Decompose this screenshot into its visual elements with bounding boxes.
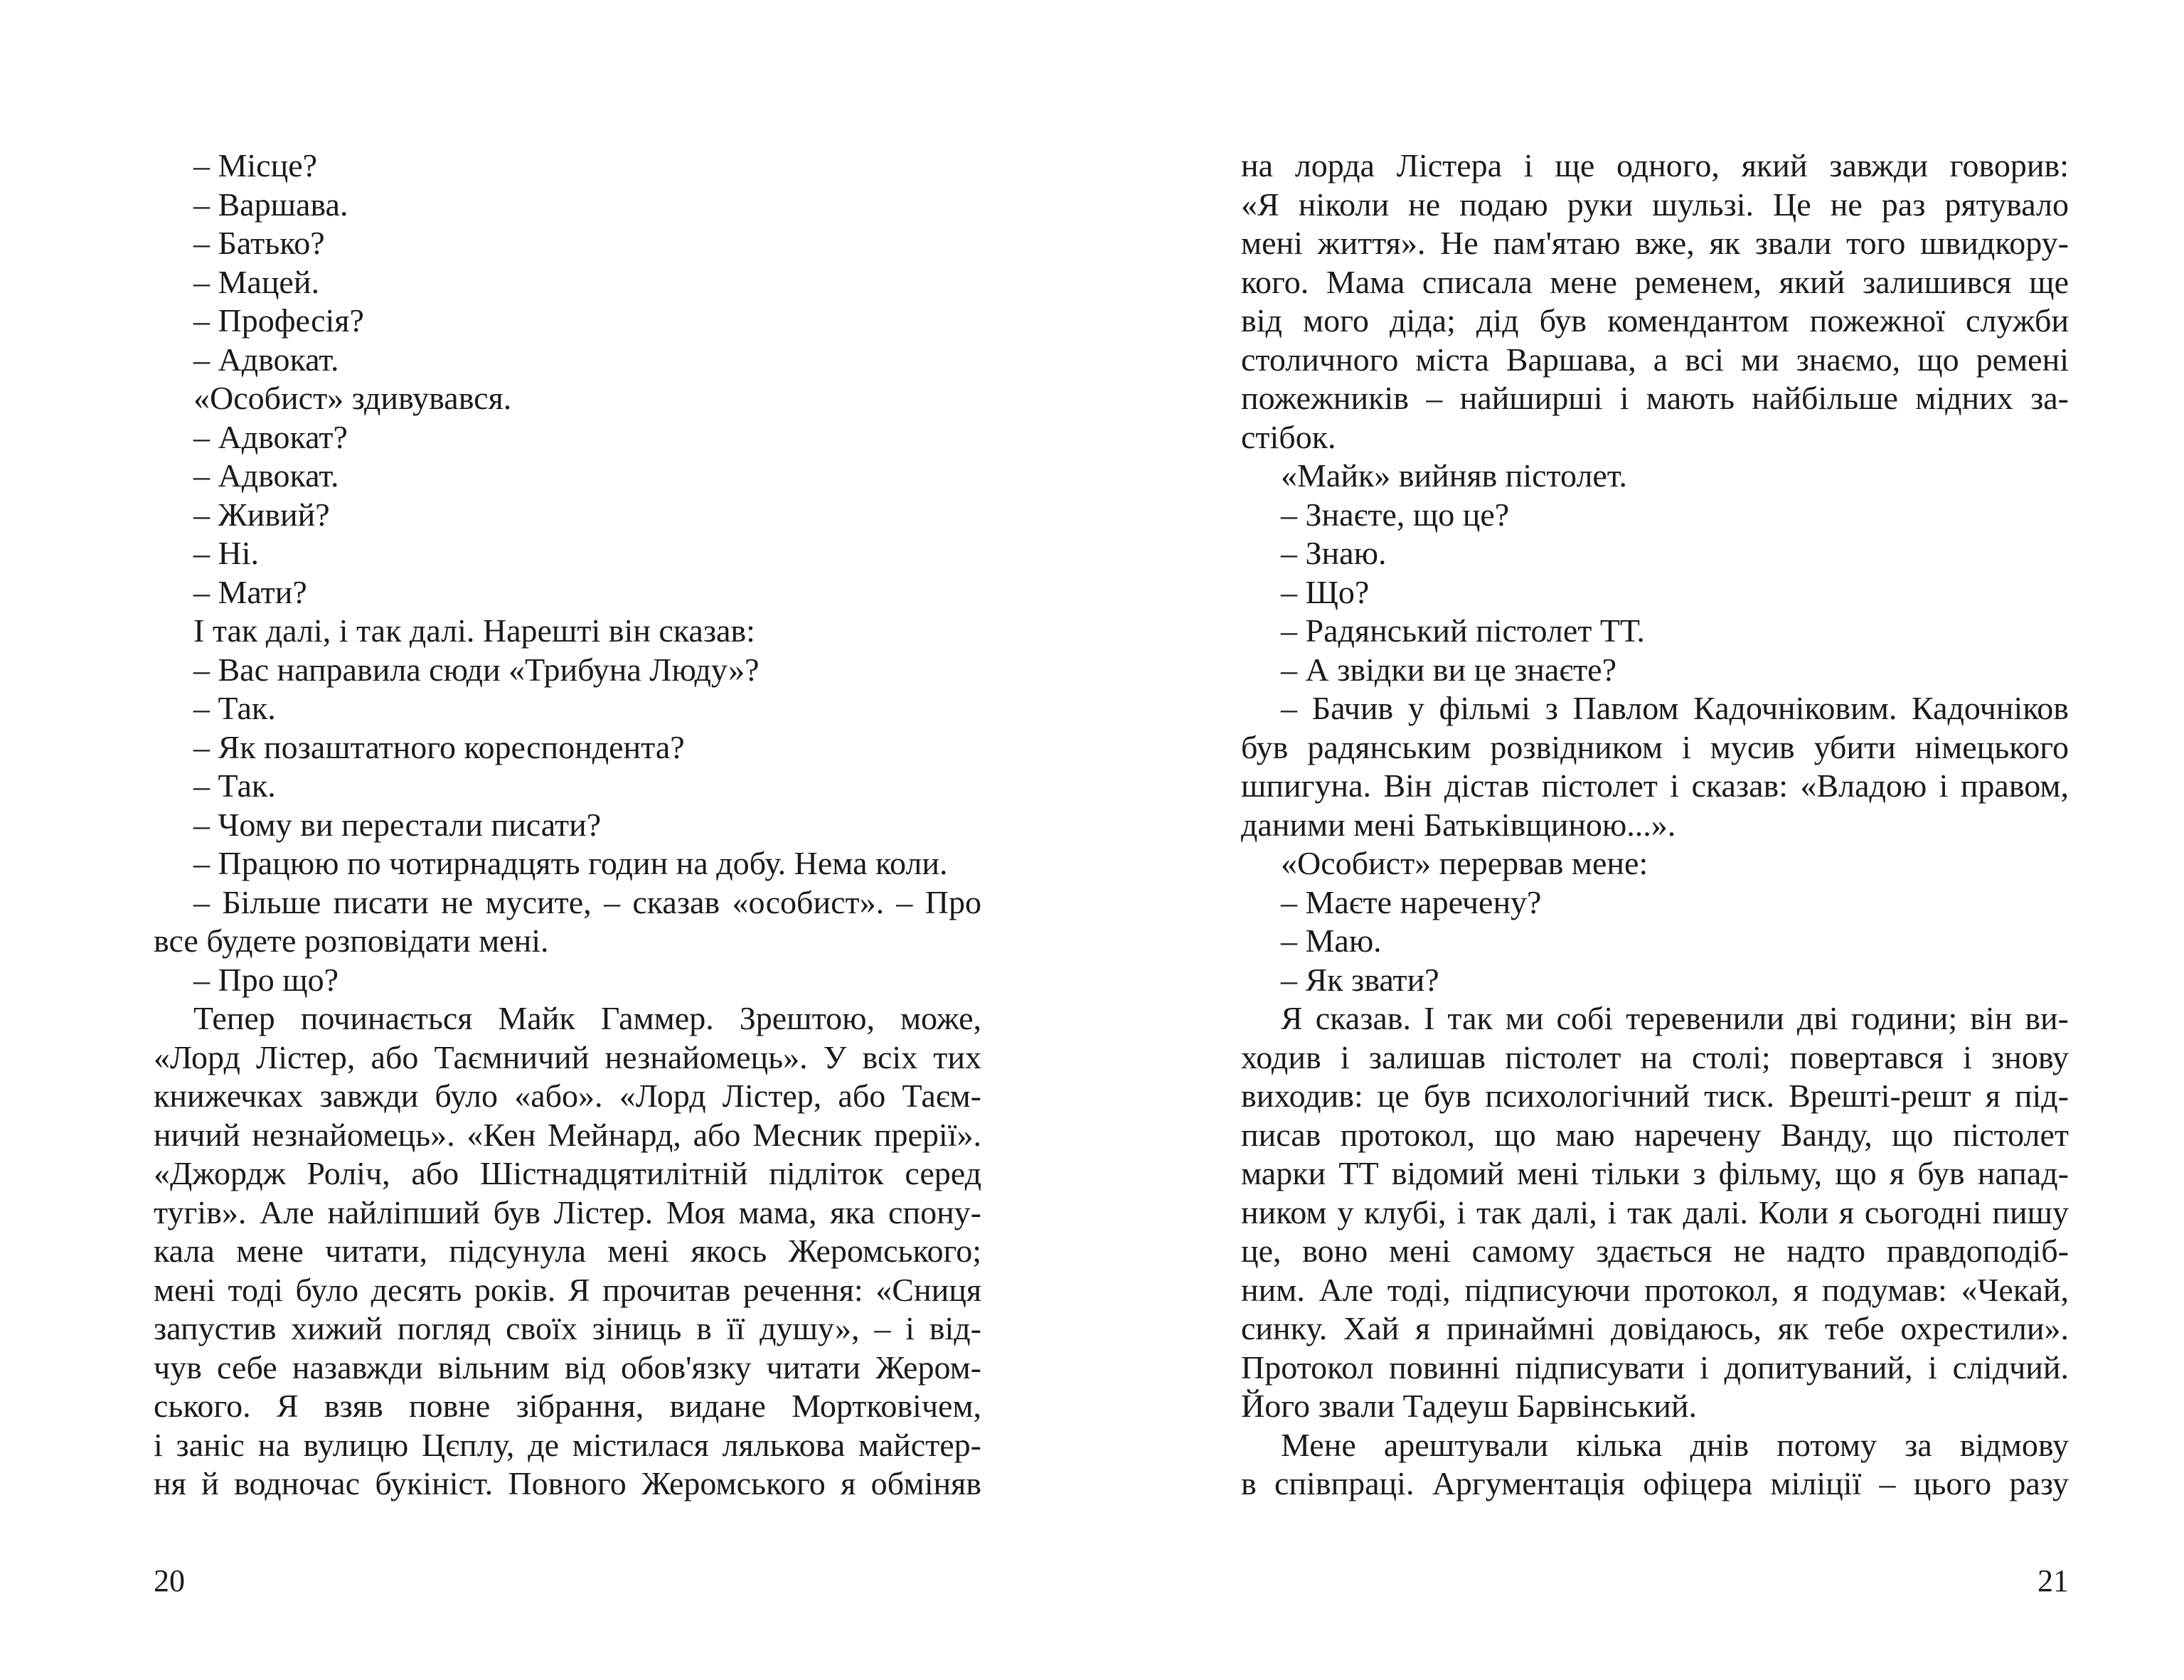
text-line: ня й водночас букініст. Повного Жеромського я обміняв — [154, 1465, 981, 1501]
text-line: – Професія? — [193, 302, 364, 339]
text-line: від мого діда; дід був комендантом пожежної служби — [1241, 302, 2069, 339]
text-line: ського. Я взяв повне зібрання, видане Мортковічем, — [154, 1388, 981, 1424]
text-line: – Ні. — [193, 535, 259, 571]
text-line: – Мацей. — [193, 263, 319, 300]
text-line: – А звідки ви це знаєте? — [1281, 651, 1617, 688]
text-line: – Живий? — [193, 496, 330, 533]
text-line: Мене арештували кілька днів потому за відмову — [1281, 1426, 2069, 1463]
text-line: – Мати? — [193, 573, 307, 610]
text-line: пожежників – найширші і мають найбільше мідних за- — [1241, 380, 2069, 416]
text-line: – Більше писати не мусите, – сказав «особист». – Про — [193, 883, 981, 920]
text-line: «Майк» вийняв пістолет. — [1281, 457, 1627, 494]
text-line: – Чому ви перестали писати? — [193, 806, 602, 843]
left-page — [154, 147, 981, 1597]
text-line: шпигуна. Він дістав пістолет і сказав: «Владою і правом, — [1241, 767, 2069, 804]
text-line: – Вас направила сюди «Трибуна Люду»? — [193, 651, 760, 688]
text-line: – Так. — [193, 767, 276, 804]
text-line: мені життя». Не пам'ятаю вже, як звали того швидкору- — [1241, 225, 2069, 261]
text-line: «Особист» перервав мене: — [1281, 845, 1648, 881]
text-line: – Знаєте, що це? — [1281, 496, 1510, 533]
text-line: синку. Хай я принаймні довідаюсь, як тебе охрестили». — [1241, 1310, 2069, 1346]
text-line: даними мені Батьківщиною...». — [1241, 806, 1676, 843]
text-line: – Знаю. — [1281, 535, 1387, 571]
text-line: І так далі, і так далі. Нарешті він сказав: — [193, 612, 755, 649]
text-line: все будете розповідати мені. — [154, 923, 549, 959]
left-page-text — [154, 147, 981, 1504]
text-line: книжечках завжди було «або». «Лорд Лістер, або Таєм- — [154, 1078, 981, 1114]
text-line: – Місце? — [193, 147, 318, 184]
text-line: – Радянський пістолет ТТ. — [1281, 612, 1645, 649]
text-line: Його звали Тадеуш Барвінський. — [1241, 1388, 1698, 1424]
text-line: був радянським розвідником і мусив убити німецького — [1241, 728, 2069, 765]
text-line: на лорда Лістера і ще одного, який завжди говорив: — [1241, 147, 2069, 184]
text-line: – Працюю по чотирнадцять годин на добу. Нема коли. — [193, 845, 948, 881]
text-line: ним. Але тоді, підписуючи протокол, я подумав: «Чекай, — [1241, 1271, 2069, 1308]
text-line: виходив: це був психологічний тиск. Врешті-решт я під- — [1241, 1078, 2069, 1114]
text-line: – Про що? — [193, 961, 339, 998]
text-line: «Особист» здивувався. — [193, 380, 512, 416]
text-line: мені тоді було десять років. Я прочитав речення: «Сниця — [154, 1271, 981, 1308]
page-number-left: 20 — [154, 1563, 185, 1598]
text-line: «Лорд Лістер, або Таємничий незнайомець». У всіх тих — [154, 1038, 981, 1075]
text-line: – Адвокат. — [193, 341, 339, 378]
text-line: тугів». Але найліпший був Лістер. Моя мама, яка спону- — [154, 1193, 981, 1230]
text-line: – Батько? — [193, 225, 325, 261]
text-line: кого. Мама списала мене ременем, який залишився ще — [1241, 263, 2069, 300]
text-line: – Адвокат. — [193, 457, 339, 494]
right-page-text — [1241, 147, 2069, 1504]
text-line: «Я ніколи не подаю руки шульзі. Це не раз рятувало — [1241, 186, 2069, 223]
text-line: ходив і залишав пістолет на столі; повертався і знову — [1241, 1038, 2069, 1075]
text-line: – Бачив у фільмі з Павлом Кадочніковим. Кадочніков — [1281, 690, 2069, 726]
text-line: – Маєте наречену? — [1281, 883, 1542, 920]
text-line: – Так. — [193, 690, 276, 726]
text-line: – Що? — [1281, 573, 1370, 610]
text-line: кала мене читати, підсунула мені якось Жеромського; — [154, 1233, 981, 1269]
right-page — [1241, 147, 2069, 1597]
text-line: стібок. — [1241, 418, 1336, 455]
text-line: марки ТТ відомий мені тільки з фільму, що я був напад- — [1241, 1155, 2069, 1191]
text-line: Я сказав. І так ми собі теревенили дві години; він ви- — [1281, 1000, 2069, 1036]
text-line: в співпраці. Аргументація офіцера міліції – цього разу — [1241, 1465, 2069, 1501]
text-line: Тепер починається Майк Гаммер. Зрештою, може, — [193, 1000, 981, 1036]
text-line: ничий незнайомець». «Кен Мейнард, або Месник прерії». — [154, 1116, 981, 1153]
text-line: це, воно мені самому здається не надто правдоподіб- — [1241, 1233, 2069, 1269]
text-line: ником у клубі, і так далі, і так далі. Коли я сьогодні пишу — [1241, 1193, 2069, 1230]
text-line: – Варшава. — [193, 186, 348, 223]
page-number-right: 21 — [2037, 1563, 2069, 1598]
text-line: столичного міста Варшава, а всі ми знаємо, що ремені — [1241, 341, 2069, 378]
text-line: чув себе назавжди вільним від обов'язку читати Жером- — [154, 1349, 981, 1386]
text-line: «Джордж Роліч, або Шістнадцятилітній підліток серед — [154, 1155, 981, 1191]
text-line: – Як позаштатного кореспондента? — [193, 728, 685, 765]
text-line: Протокол повинні підписувати і допитуваний, і слідчий. — [1241, 1349, 2069, 1386]
text-line: писав протокол, що маю наречену Ванду, що пістолет — [1241, 1116, 2069, 1153]
text-line: – Як звати? — [1281, 961, 1439, 998]
text-line: – Маю. — [1281, 923, 1382, 959]
text-line: запустив хижий погляд своїх зіниць в її душу», – і від- — [154, 1310, 981, 1346]
text-line: і заніс на вулицю Цєплу, де містилася лялькова майстер- — [154, 1426, 981, 1463]
text-line: – Адвокат? — [193, 418, 348, 455]
